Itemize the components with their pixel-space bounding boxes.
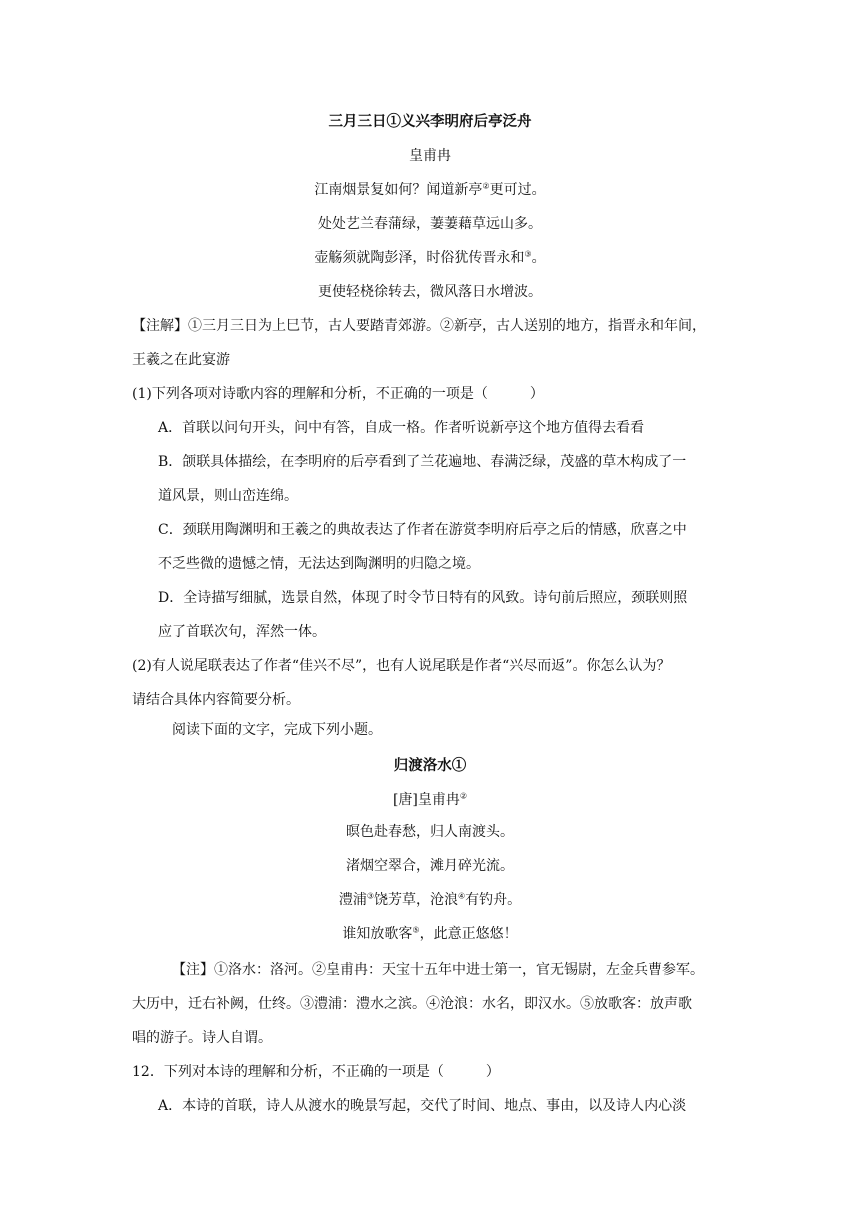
poem1-notes-line-2: 王羲之在此宴游 (132, 352, 230, 368)
poem1-author: 皇甫冉 (409, 148, 451, 164)
poem1-line-4: 更使轻桡徐转去，微风落日水增波。 (318, 284, 542, 300)
poem2-line-3: 澧浦③饶芳草，沧浪④有钓舟。 (338, 891, 522, 908)
poem2-author: [唐]皇甫冉② (392, 791, 468, 808)
poem2-notes-line-1: 【注】①洛水：洛河。②皇甫冉：天宝十五年中进士第一，官无锡尉，左金兵曹参军。 (172, 962, 704, 978)
poem1-line-2: 处处艺兰春蒲绿，萋萋藉草远山多。 (318, 216, 542, 232)
poem1-title: 三月三日①义兴李明府后亭泛舟 (328, 113, 532, 130)
q1-option-c-line-2: 不乏些微的遗憾之情，无法达到陶渊明的归隐之境。 (158, 556, 480, 572)
q1-stem: (1)下列各项对诗歌内容的理解和分析，不正确的一项是（ ） (132, 386, 544, 402)
poem2-title: 归渡洛水① (393, 757, 467, 774)
q2-line-2: 请结合具体内容简要分析。 (132, 692, 300, 708)
poem2-line-1: 暝色赴春愁，归人南渡头。 (346, 824, 514, 840)
poem1-line-3: 壶觞须就陶彭泽，时俗犹传晋永和③。 (314, 249, 546, 266)
q12-option-a: A．本诗的首联，诗人从渡水的晚景写起，交代了时间、地点、事由，以及诗人内心淡 (158, 1098, 687, 1114)
q1-option-d-line-2: 应了首联次句，浑然一体。 (158, 624, 326, 640)
q1-option-d-line-1: D．全诗描写细腻，选景自然，体现了时令节日特有的风致。诗句前后照应，颈联则照 (158, 590, 688, 606)
q1-option-a: A．首联以问句开头，问中有答，自成一格。作者听说新亭这个地方值得去看看 (158, 420, 645, 436)
poem2-notes-line-3: 唱的游子。诗人自谓。 (132, 1030, 272, 1046)
q1-option-c-line-1: C．颈联用陶渊明和王羲之的典故表达了作者在游赏李明府后亭之后的情感，欣喜之中 (158, 522, 687, 538)
poem2-line-2: 渚烟空翠合，滩月碎光流。 (346, 858, 514, 874)
poem2-line-4: 谁知放歌客⑤，此意正悠悠！ (342, 925, 518, 942)
q12-stem: 12．下列对本诗的理解和分析，不正确的一项是（ ） (132, 1064, 500, 1080)
reading-instruction: 阅读下面的文字，完成下列小题。 (172, 722, 382, 738)
q1-option-b-line-1: B．颌联具体描绘，在李明府的后亭看到了兰花遍地、春满泛绿，茂盛的草木构成了一 (158, 454, 687, 470)
poem1-line-1: 江南烟景复如何？闻道新亭②更可过。 (314, 181, 546, 198)
poem1-notes-line-1: 【注解】①三月三日为上巳节，古人要踏青郊游。②新亭，古人送别的地方，指晋永和年间， (132, 318, 706, 334)
q2-line-1: (2)有人说尾联表达了作者“佳兴不尽”，也有人说尾联是作者“兴尽而返”。你怎么认为？ (132, 658, 671, 674)
q1-option-b-line-2: 道风景，则山峦连绵。 (158, 488, 298, 504)
poem2-notes-line-2: 大历中，迁右补阙，仕终。③澧浦：澧水之滨。④沧浪：水名，即汉水。⑤放歌客：放声歌 (132, 996, 692, 1012)
